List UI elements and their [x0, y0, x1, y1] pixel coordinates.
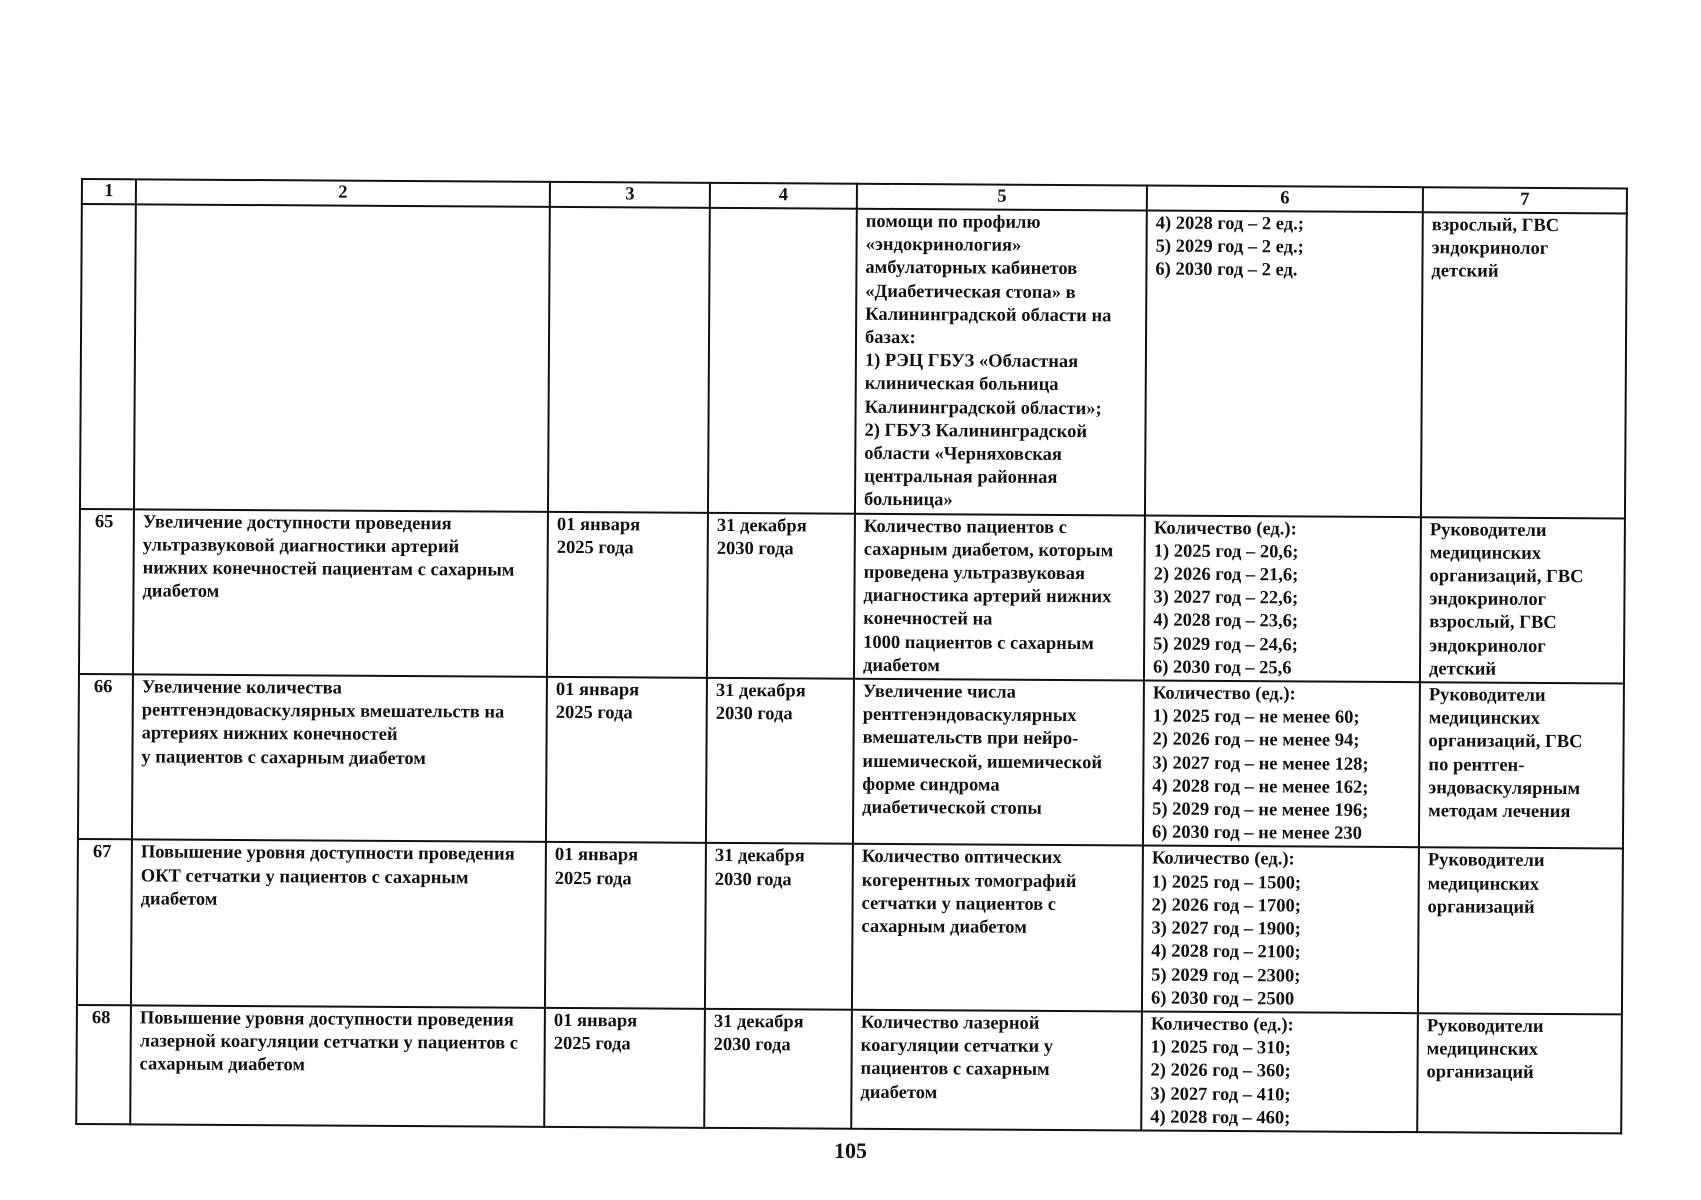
cell-line: «Диабетическая стопа» в	[865, 281, 1076, 303]
row-number-cell: 68	[76, 1005, 131, 1124]
cell-line: 5) 2029 год – 24,6;	[1153, 634, 1298, 656]
cell-line: амбулаторных кабинетов	[865, 258, 1078, 280]
cell-line: Повышение уровня доступности проведения	[140, 842, 515, 866]
cell-line: вмешательств при нейро-	[862, 728, 1079, 750]
cell-line: диабетической стопы	[862, 797, 1042, 819]
cell-line: взрослый, ГВС	[1429, 612, 1557, 634]
cell-line: Повышение уровня доступности проведения	[139, 1008, 514, 1031]
measure-name-cell	[133, 509, 548, 677]
cell-line: эндокринолог	[1431, 238, 1549, 260]
indicator-cell	[851, 1010, 1142, 1131]
cell-line: клиническая больница	[864, 374, 1059, 396]
cell-line: 31 декабря	[716, 515, 807, 537]
cell-line: 01 января	[556, 514, 641, 536]
cell-line: конечностей на	[863, 609, 993, 631]
measures-table	[75, 178, 1628, 1134]
cell-line: 4) 2028 год – 2 ед.;	[1155, 213, 1304, 235]
cell-line: 2025 года	[553, 1034, 631, 1055]
cell-line: сахарным диабетом	[861, 916, 1027, 938]
table-row	[78, 674, 1624, 849]
cell-line: лазерной коагуляции сетчатки у пациентов с	[139, 1031, 519, 1054]
indicator-cell	[855, 209, 1147, 515]
cell-line: Количество (ед.):	[1151, 849, 1295, 870]
cell-line: Количество (ед.):	[1150, 1014, 1294, 1036]
cell-line: эндокринолог	[1429, 589, 1547, 611]
cell-line: 01 января	[553, 1010, 638, 1032]
cell-line: ультразвуковой диагностики артерий	[142, 535, 460, 558]
cell-line: 6) 2030 год – 25,6	[1152, 657, 1292, 679]
cell-line: 2) 2026 год – 21,6;	[1153, 564, 1299, 586]
cell-line: 01 января	[555, 679, 640, 701]
cell-line: 2) 2026 год – 1700;	[1151, 895, 1301, 917]
cell-line: центральная районная	[864, 467, 1058, 489]
table-row	[76, 1005, 1622, 1133]
target-values-cell	[1144, 515, 1421, 682]
cell-line: 5) 2029 год – 2 ед.;	[1155, 236, 1304, 258]
measure-name-cell	[132, 674, 547, 842]
cell-line: 31 декабря	[713, 1011, 804, 1033]
cell-line: медицинских	[1428, 708, 1541, 730]
cell-line: проведена ультразвуковая	[863, 562, 1086, 585]
cell-line: 3) 2027 год – 410;	[1150, 1084, 1291, 1105]
measure-name-cell	[130, 1005, 545, 1127]
cell-line: организаций, ГВС	[1429, 566, 1584, 588]
row-number-cell	[80, 204, 136, 509]
table-row-continuation	[80, 204, 1627, 518]
cell-line: 2030 года	[714, 869, 792, 891]
cell-line: Увеличение доступности проведения	[142, 512, 452, 534]
cell-line: 1000 пациентов с сахарным	[863, 632, 1094, 654]
cell-line: сахарным диабетом	[139, 1054, 306, 1076]
target-values-cell	[1141, 1011, 1418, 1132]
cell-line: организаций	[1427, 897, 1535, 918]
cell-line: организаций, ГВС	[1428, 731, 1583, 753]
target-values-cell	[1143, 681, 1420, 848]
cell-line: взрослый, ГВС	[1431, 215, 1560, 237]
cell-line: медицинских	[1427, 873, 1540, 895]
cell-line: форме синдрома	[862, 774, 1000, 796]
table-row	[77, 839, 1623, 1014]
end-date-cell	[705, 843, 853, 1009]
cell-line: 2025 года	[554, 868, 632, 890]
cell-line: ишемической, ишемической	[862, 751, 1103, 773]
cell-line: 6) 2030 год – 2500	[1150, 988, 1295, 1010]
end-date-cell	[704, 1009, 852, 1129]
cell-line: 1) 2025 год – 310;	[1150, 1037, 1291, 1059]
cell-line: коагуляции сетчатки у	[860, 1035, 1054, 1058]
target-values-cell	[1142, 846, 1419, 1013]
cell-line: 4) 2028 год – 23,6;	[1153, 611, 1299, 632]
responsible-cell	[1418, 848, 1623, 1015]
cell-line: 2030 года	[715, 704, 793, 725]
column-header-1: 1	[82, 179, 136, 204]
cell-line: рентгенэндоваскулярных	[862, 705, 1077, 727]
cell-line: эндокринолог	[1429, 635, 1546, 657]
cell-line: 4) 2028 год – не менее 162;	[1152, 776, 1369, 798]
cell-line: 1) 2025 год – 1500;	[1151, 872, 1302, 894]
end-date-cell	[706, 678, 854, 844]
cell-line: 1) РЭЦ ГБУЗ «Областная	[864, 351, 1079, 373]
cell-line: 2) 2026 год – 360;	[1150, 1060, 1291, 1082]
cell-line: рентгенэндоваскулярных вмешательств на	[141, 700, 505, 723]
cell-line: 31 декабря	[715, 680, 806, 702]
end-date-cell	[707, 512, 855, 678]
end-date-cell	[708, 208, 857, 514]
table-row	[79, 509, 1625, 684]
column-header-5: 5	[857, 184, 1147, 211]
cell-line: Руководители	[1427, 850, 1545, 872]
start-date-cell	[545, 842, 706, 1008]
cell-line: Руководители	[1426, 1016, 1544, 1037]
row-number-cell: 65	[79, 509, 134, 675]
cell-line: ОКТ сетчатки у пациентов с сахарным	[140, 866, 469, 889]
cell-line: 5) 2029 год – не менее 196;	[1152, 799, 1369, 821]
start-date-cell	[544, 1008, 705, 1128]
cell-line: 6) 2030 год – не менее 230	[1151, 822, 1363, 845]
cell-line: диабетом	[860, 1082, 938, 1103]
cell-line: медицинских	[1429, 543, 1542, 564]
cell-line: 01 января	[554, 845, 639, 866]
responsible-cell	[1419, 682, 1624, 849]
cell-line: 2) 2026 год – не менее 94;	[1152, 730, 1360, 752]
cell-line: детский	[1428, 659, 1497, 680]
cell-line: Калининградской области на	[865, 304, 1112, 327]
responsible-cell	[1420, 517, 1625, 684]
start-date-cell	[546, 677, 707, 843]
indicator-cell	[852, 844, 1143, 1011]
cell-line: диабетом	[140, 889, 218, 910]
column-header-4: 4	[710, 183, 857, 209]
row-number-cell: 67	[77, 839, 132, 1005]
cell-line: области «Черняховская	[864, 443, 1063, 466]
cell-line: 1) 2025 год – 20,6;	[1153, 541, 1299, 563]
column-header-3: 3	[550, 182, 710, 208]
cell-line: медицинских	[1426, 1039, 1539, 1061]
cell-line: Количество (ед.):	[1153, 518, 1297, 540]
cell-line: Руководители	[1429, 519, 1547, 541]
cell-line: эндоваскулярным	[1428, 778, 1581, 800]
cell-line: 2) ГБУЗ Калининградской	[864, 420, 1088, 442]
start-date-cell	[547, 511, 708, 677]
cell-line: детский	[1431, 261, 1499, 283]
cell-line: диабетом	[862, 655, 940, 677]
cell-line: 2030 года	[713, 1034, 791, 1056]
cell-line: больница»	[863, 490, 953, 511]
cell-line: 3) 2027 год – 1900;	[1151, 918, 1301, 940]
cell-line: Количество лазерной	[860, 1012, 1040, 1034]
row-number-cell: 66	[78, 674, 133, 840]
cell-line: нижних конечностей пациентам с сахарным	[142, 558, 515, 581]
cell-line: диагностика артерий нижних	[863, 586, 1112, 608]
cell-line: 31 декабря	[714, 846, 805, 867]
cell-line: 3) 2027 год – 22,6;	[1153, 587, 1299, 609]
cell-line: Количество (ед.):	[1152, 683, 1296, 705]
column-header-2: 2	[136, 179, 550, 207]
target-values-cell	[1145, 211, 1423, 517]
cell-line: Количество пациентов с	[863, 516, 1067, 538]
cell-line: диабетом	[142, 581, 220, 603]
cell-line: 2025 года	[555, 703, 633, 724]
cell-line: артериях нижних конечностей	[141, 723, 398, 746]
measure-name-cell	[131, 840, 546, 1008]
cell-line: пациентов с сахарным	[860, 1059, 1050, 1081]
measure-name-cell	[134, 204, 550, 511]
cell-line: 4) 2028 год – 460;	[1150, 1107, 1291, 1129]
cell-line: 2025 года	[556, 537, 634, 559]
cell-line: когерентных томографий	[861, 870, 1077, 892]
cell-line: у пациентов с сахарным диабетом	[141, 747, 426, 769]
cell-line: 6) 2030 год – 2 ед.	[1155, 259, 1298, 281]
cell-line: сетчатки у пациентов с	[861, 893, 1057, 915]
cell-line: методам лечения	[1428, 801, 1571, 823]
cell-line: 1) 2025 год – не менее 60;	[1152, 706, 1360, 729]
cell-line: организаций	[1426, 1062, 1534, 1084]
column-header-7: 7	[1423, 187, 1627, 213]
cell-line: Увеличение количества	[141, 677, 342, 699]
start-date-cell	[548, 207, 710, 513]
cell-line: Руководители	[1428, 685, 1546, 707]
cell-line: Калининградской области»;	[864, 397, 1102, 419]
responsible-cell	[1417, 1013, 1622, 1133]
cell-line: 3) 2027 год – не менее 128;	[1152, 753, 1369, 775]
indicator-cell	[853, 679, 1144, 846]
cell-line: помощи по профилю	[865, 211, 1041, 233]
cell-line: 5) 2029 год – 2300;	[1151, 965, 1301, 986]
cell-line: по рентген-	[1428, 754, 1525, 776]
cell-line: сахарным диабетом, которым	[863, 539, 1114, 562]
page-number: 105	[834, 1138, 867, 1163]
cell-line: Количество оптических	[861, 847, 1062, 869]
cell-line: 2030 года	[716, 538, 794, 560]
cell-line: Увеличение числа	[862, 681, 1016, 703]
cell-line: базах:	[864, 327, 916, 349]
indicator-cell	[854, 513, 1145, 680]
cell-line: 4) 2028 год – 2100;	[1151, 941, 1301, 963]
responsible-cell	[1421, 212, 1627, 518]
column-header-6: 6	[1147, 186, 1423, 213]
cell-line: «эндокринология»	[865, 234, 1022, 256]
